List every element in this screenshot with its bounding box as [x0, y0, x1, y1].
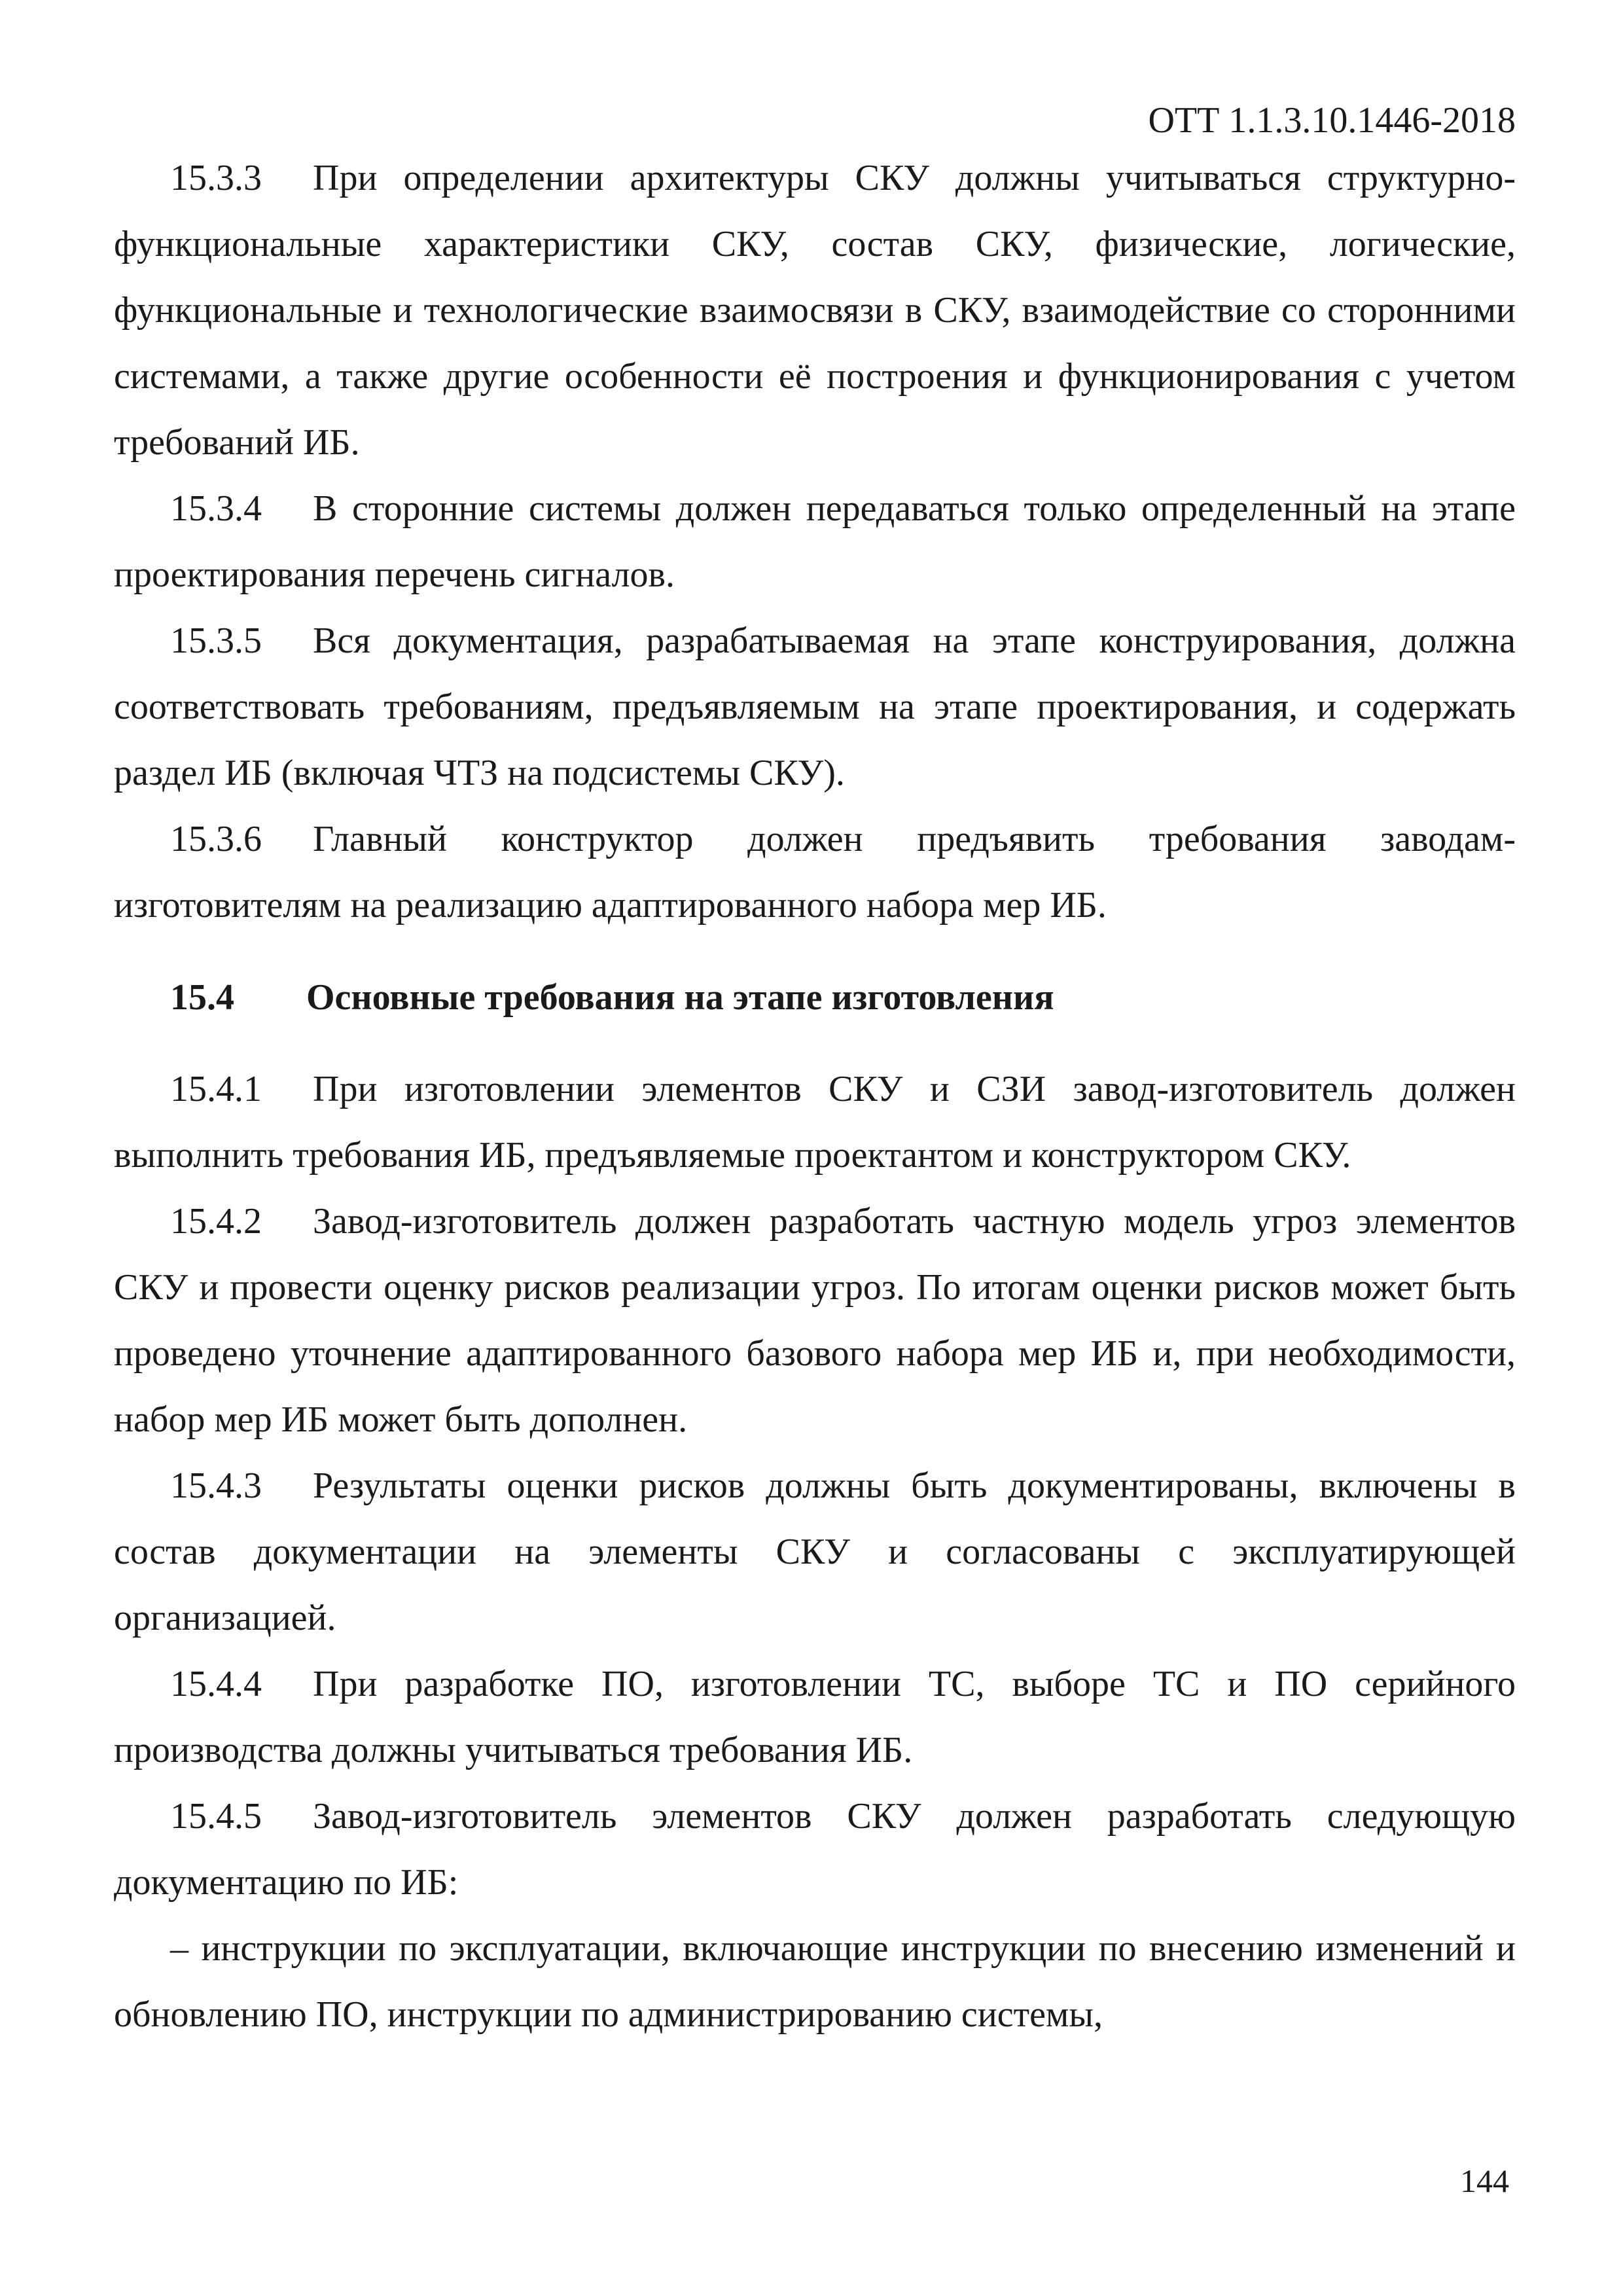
- paragraph-15-4-2: [114, 1189, 1516, 1453]
- paragraph-15-3-3: [114, 145, 1516, 476]
- paragraph-text: В сторонние системы должен передаваться только определенный на этапе проектирования перечень сигналов.: [114, 488, 1516, 595]
- paragraph-15-3-4: [114, 476, 1516, 608]
- paragraph-15-4-3: [114, 1453, 1516, 1651]
- paragraph-text: При определении архитектуры СКУ должны учитываться структурно-функциональные характеристики СКУ, состав СКУ, физические, логические, функциональные и технологические взаимосвязи в СКУ, взаимодействие со сторонними системами, а также другие особенности её построения и функционирования с учетом требований ИБ.: [114, 158, 1516, 463]
- page-number: 144: [1460, 2162, 1509, 2199]
- paragraph-number: 15.4.3: [170, 1465, 262, 1506]
- document-code: ОТТ 1.1.3.10.1446-2018: [1148, 100, 1516, 141]
- section-heading: [114, 956, 1516, 1039]
- paragraph-number: 15.3.6: [170, 819, 262, 859]
- paragraph-15-3-5: [114, 608, 1516, 806]
- page-content: [114, 145, 1516, 2048]
- paragraph-text: При изготовлении элементов СКУ и СЗИ завод-изготовитель должен выполнить требования ИБ, предъявляемые проектантом и конструктором СКУ.: [114, 1069, 1516, 1175]
- paragraph-number: 15.3.3: [170, 158, 262, 198]
- paragraph-number: 15.4.2: [170, 1201, 262, 1242]
- paragraph-number: 15.4.4: [170, 1664, 262, 1704]
- paragraph-text: Вся документация, разрабатываемая на этапе конструирования, должна соответствовать требованиям, предъявляемым на этапе проектирования, и содержать раздел ИБ (включая ЧТЗ на подсистемы СКУ).: [114, 620, 1516, 793]
- paragraph-15-3-6: [114, 806, 1516, 939]
- paragraph-number: 15.4.1: [170, 1069, 262, 1109]
- paragraph-text: Завод-изготовитель должен разработать частную модель угроз элементов СКУ и провести оценку рисков реализации угроз. По итогам оценки рисков может быть проведено уточнение адаптированного базового набора мер ИБ и, при необходимости, набор мер ИБ может быть дополнен.: [114, 1201, 1516, 1440]
- paragraph-text: Главный конструктор должен предъявить требования заводам-изготовителям на реализацию адаптированного набора мер ИБ.: [114, 819, 1516, 925]
- section-number: 15.4: [170, 977, 234, 1018]
- list-item: – инструкции по эксплуатации, включающие инструкции по внесению изменений и обновлению ПО, инструкции по администрированию системы,: [114, 1928, 1516, 2035]
- paragraph-text: Результаты оценки рисков должны быть документированы, включены в состав документации на элементы СКУ и согласованы с эксплуатирующей организацией.: [114, 1465, 1516, 1638]
- paragraph-number: 15.4.5: [170, 1796, 262, 1837]
- paragraph-15-4-5: [114, 1784, 1516, 1916]
- paragraph-text: Завод-изготовитель элементов СКУ должен разработать следующую документацию по ИБ:: [114, 1796, 1516, 1903]
- paragraph-15-4-1: [114, 1056, 1516, 1189]
- paragraph-number: 15.3.4: [170, 488, 262, 529]
- paragraph-number: 15.3.5: [170, 620, 262, 661]
- paragraph-text: При разработке ПО, изготовлении ТС, выборе ТС и ПО серийного производства должны учитываться требования ИБ.: [114, 1664, 1516, 1770]
- section-title: Основные требования на этапе изготовления: [306, 977, 1054, 1018]
- paragraph-15-4-4: [114, 1651, 1516, 1784]
